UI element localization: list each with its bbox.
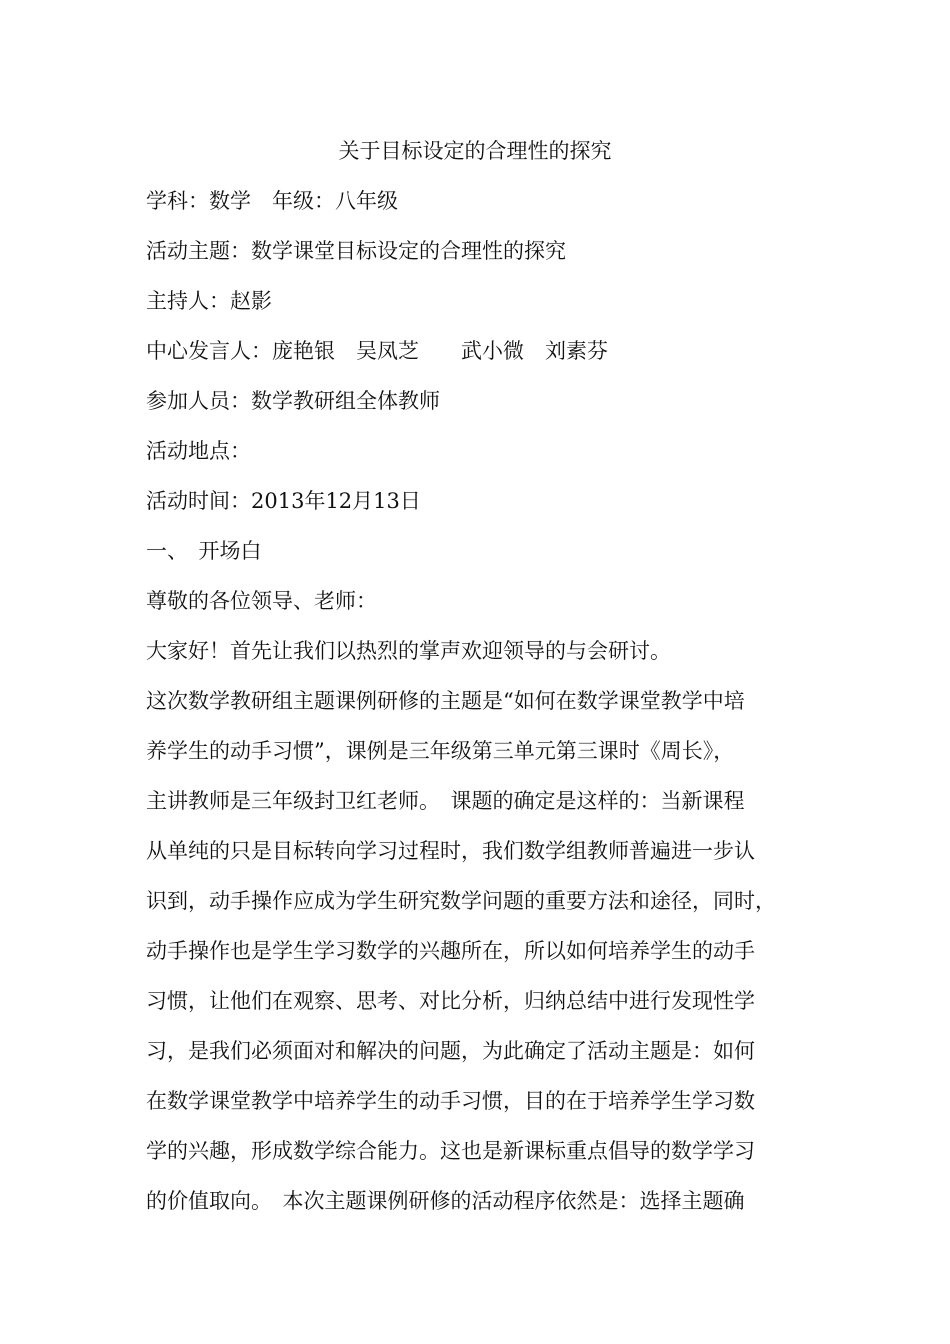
document-title: 关于目标设定的合理性的探究 (338, 139, 612, 163)
paragraph-line: 主讲教师是三年级封卫红老师。 课题的确定是这样的：当新课程 (146, 789, 745, 813)
paragraph-line: 动手操作也是学生学习数学的兴趣所在，所以如何培养学生的动手 (146, 939, 755, 963)
activity-theme-line: 活动主题：数学课堂目标设定的合理性的探究 (146, 239, 566, 263)
greeting-line: 尊敬的各位领导、老师： (146, 589, 377, 613)
paragraph-line: 从单纯的只是目标转向学习过程时，我们数学组教师普遍进一步认 (146, 839, 755, 863)
subject-grade-line: 学科：数学 年级：八年级 (146, 189, 398, 213)
paragraph-line: 的价值取向。 本次主题课例研修的活动程序依然是：选择主题确 (146, 1189, 745, 1213)
host-line: 主持人：赵影 (146, 289, 272, 313)
time-line: 活动时间：2013年12月13日 (146, 489, 421, 513)
section-heading: 一、 开场白 (146, 539, 262, 563)
intro-line: 大家好！首先让我们以热烈的掌声欢迎领导的与会研讨。 (146, 639, 671, 663)
location-line: 活动地点： (146, 439, 251, 463)
paragraph-line: 习，是我们必须面对和解决的问题，为此确定了活动主题是：如何 (146, 1039, 755, 1063)
paragraph-line: 习惯，让他们在观察、思考、对比分析，归纳总结中进行发现性学 (146, 989, 755, 1013)
paragraph-line: 识到，动手操作应成为学生研究数学问题的重要方法和途径，同时， (146, 889, 776, 913)
speakers-line: 中心发言人：庞艳银 吴凤芝 武小微 刘素芬 (146, 339, 608, 363)
participants-line: 参加人员：数学教研组全体教师 (146, 389, 440, 413)
paragraph-line: 这次数学教研组主题课例研修的主题是“如何在数学课堂教学中培 (146, 689, 745, 713)
paragraph-line: 在数学课堂教学中培养学生的动手习惯，目的在于培养学生学习数 (146, 1089, 755, 1113)
paragraph-line: 养学生的动手习惯”，课例是三年级第三单元第三课时《周长》， (146, 739, 735, 763)
paragraph-line: 学的兴趣，形成数学综合能力。这也是新课标重点倡导的数学学习 (146, 1139, 755, 1163)
